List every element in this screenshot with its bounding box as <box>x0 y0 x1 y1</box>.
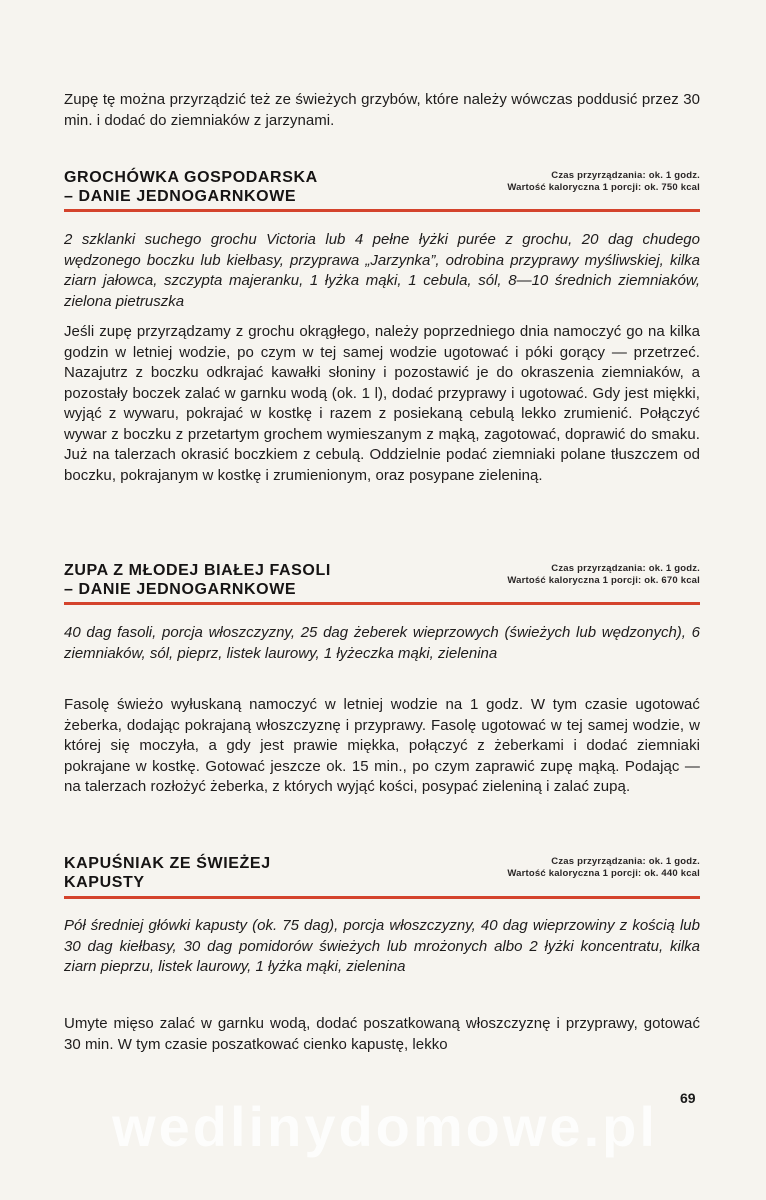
recipe-title <box>64 854 271 892</box>
page-number: 69 <box>680 1090 696 1106</box>
method-block <box>64 695 700 798</box>
method-block <box>64 322 700 486</box>
recipe-meta <box>507 563 700 587</box>
recipe-title <box>64 561 331 599</box>
recipe-title-line: GROCHÓWKA GOSPODARSKA <box>64 169 318 186</box>
ingredients-text: Pół średniej główki kapusty (ok. 75 dag), porcja włoszczyzny, 40 dag wieprzowiny z kością lub 30 dag kiełbasy, 30 dag pomidorów świeżych lub mrożonych albo 2 łyżki koncentratu, kilka ziarn pieprzu, listek laurowy, 1 łyżka mąki, zielenina <box>64 917 700 975</box>
calories: Wartość kaloryczna 1 porcji: ok. 440 kcal <box>507 868 700 879</box>
recipe-header-fasola <box>64 561 700 601</box>
recipe-meta <box>507 170 700 194</box>
intro-block <box>64 90 700 131</box>
ingredients-block <box>64 916 700 978</box>
ingredients-text: 2 szklanki suchego grochu Victoria lub 4 pełne łyżki purée z grochu, 20 dag chudego wędzonego boczku lub kiełbasy, przyprawa „Jarzynka”, odrobina przyprawy myśliwskiej, kilka ziarn jałowca, szczypta majeranku, 1 łyżka mąki, 1 cebula, sól, 8—10 średnich ziemniaków, zielona pietruszka <box>64 231 700 310</box>
recipe-title-line: ZUPA Z MŁODEJ BIAŁEJ FASOLI <box>64 562 331 579</box>
recipe-header-kapusniak <box>64 854 700 894</box>
ingredients-block <box>64 623 700 664</box>
recipe-title-line: KAPUŚNIAK ZE ŚWIEŻEJ <box>64 855 271 872</box>
recipe-title <box>64 168 318 206</box>
divider-rule <box>64 602 700 605</box>
prep-time: Czas przyrządzania: ok. 1 godz. <box>551 170 700 181</box>
calories: Wartość kaloryczna 1 porcji: ok. 750 kcal <box>507 182 700 193</box>
intro-paragraph: Zupę tę można przyrządzić też ze świeżych grzybów, które należy wówczas poddusić przez 30 min. i dodać do ziemniaków z jarzynami. <box>64 91 700 129</box>
ingredients-text: 40 dag fasoli, porcja włoszczyzny, 25 dag żeberek wieprzowych (świeżych lub wędzonych), 6 ziemniaków, sól, pieprz, listek laurowy, 1 łyżeczka mąki, zielenina <box>64 624 700 662</box>
divider-rule <box>64 896 700 899</box>
recipe-title-line: – DANIE JEDNOGARNKOWE <box>64 581 297 598</box>
ingredients-block <box>64 230 700 312</box>
prep-time: Czas przyrządzania: ok. 1 godz. <box>551 856 700 867</box>
recipe-title-line: – DANIE JEDNOGARNKOWE <box>64 188 297 205</box>
method-text: Fasolę świeżo wyłuskaną namoczyć w letniej wodzie na 1 godz. W tym czasie ugotować żeberka, dodając pokrajaną włoszczyznę i przyprawy. Fasolę ugotować w tej samej wodzie, w której się moczyła, a gdy jest prawie miękka, połączyć z żeberkami i dodać ziemniaki pokrajane w kostkę. Gotować jeszcze ok. 15 min., po czym zaprawić zupę mąką. Podając — na talerzach rozłożyć żeberka, z których wyjąć kości, posypać zieleniną i zalać zupą. <box>64 696 700 795</box>
recipe-title-line: KAPUSTY <box>64 874 145 891</box>
watermark: wedlinydomowe.pl <box>112 1095 658 1158</box>
method-block <box>64 1014 700 1055</box>
method-text: Jeśli zupę przyrządzamy z grochu okrągłego, należy poprzedniego dnia namoczyć go na kilka godzin w letniej wodzie, po czym w tej samej wodzie ugotować i póki gorący — przetrzeć. Nazajutrz z boczku odkrajać kawałki słoniny i pozostawić je do okraszenia ziemniaków, a pozostały boczek zalać w garnku wodą (ok. 1 l), dodać przyprawy i ugotować. Gdy jest miękki, wyjąć z wywaru, pokrajać w kostkę i razem z posiekaną cebulą lekko zrumienić. Połączyć wywar z boczku z przetartym grochem wymieszanym z mąką, zagotować, doprawić do smaku. Już na talerzach okrasić boczkiem z cebulą. Oddzielnie podać ziemniaki polane tłuszczem od boczku, pokrajanym w kostkę i zrumienionym, oraz posypane zieleniną. <box>64 323 700 484</box>
method-text: Umyte mięso zalać w garnku wodą, dodać poszatkowaną włoszczyznę i przyprawy, gotować 30 min. W tym czasie poszatkować cienko kapustę, lekko <box>64 1015 700 1053</box>
calories: Wartość kaloryczna 1 porcji: ok. 670 kcal <box>507 575 700 586</box>
recipe-meta <box>507 856 700 880</box>
divider-rule <box>64 209 700 212</box>
prep-time: Czas przyrządzania: ok. 1 godz. <box>551 563 700 574</box>
recipe-header-grochowka <box>64 168 700 208</box>
